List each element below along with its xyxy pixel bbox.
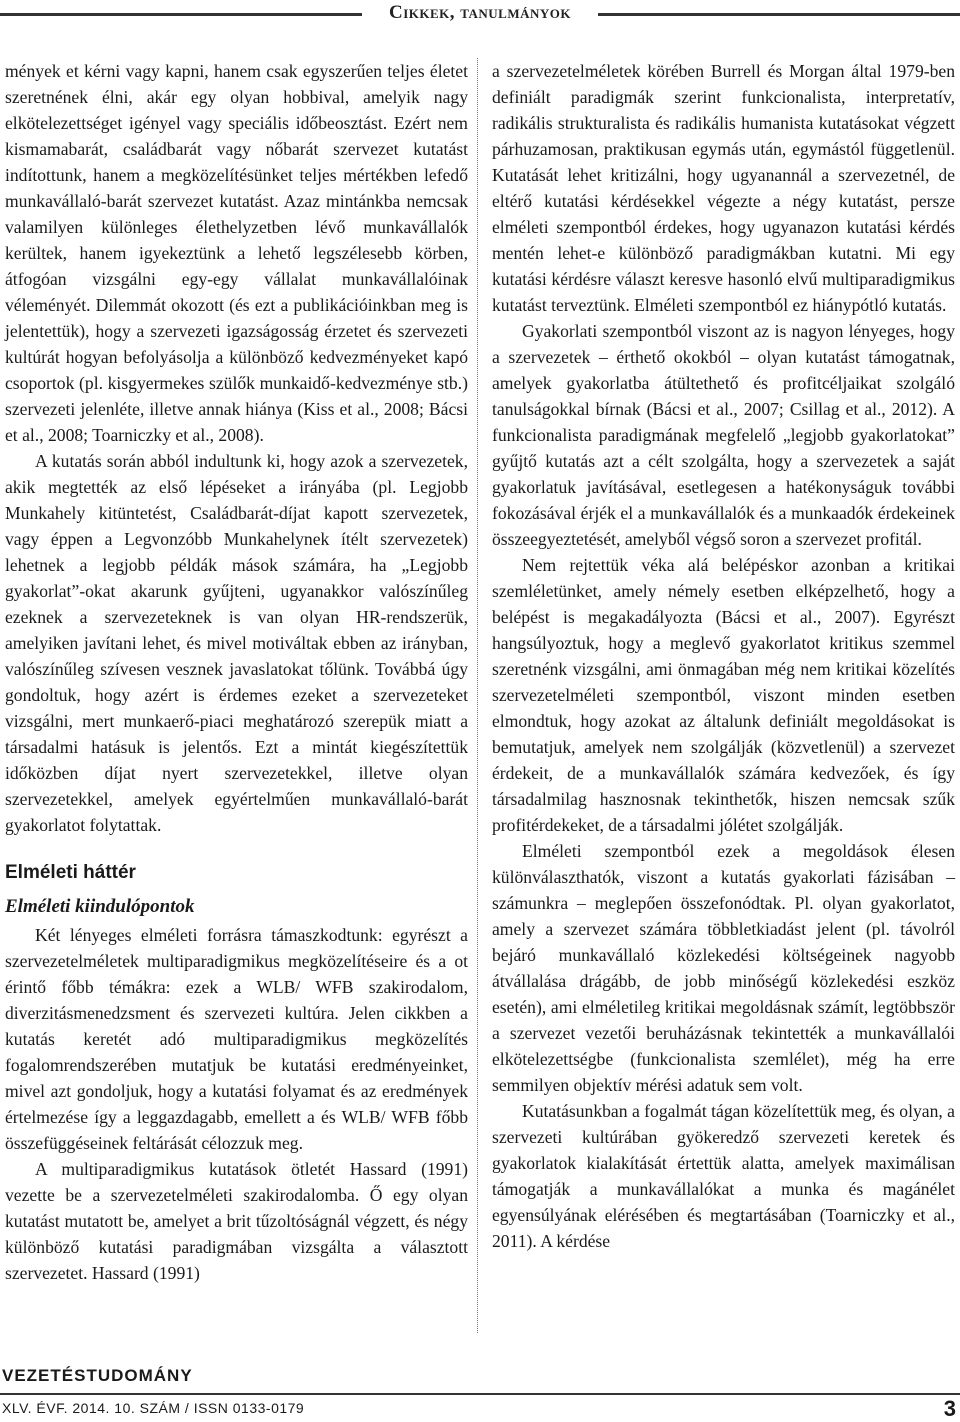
page-footer — [0, 1362, 960, 1422]
paragraph: Gyakorlati szempontból viszont az is nagyon lényeges, hogy a szervezetek – érthető okokból – olyan kutatást támogatnak, amelyek gyakorlatba átültethető és profitcéljaikat szolgáló tanulságokkal bírnak (Bácsi et al., 2007; Csillag et al., 2012). A funkcionalista paradigmának megfelelő „legjobb gyakorlatokat” gyűjtő kutatás azt a célt szolgálta, hogy a szervezetek a saját gyakorlatuk javításával, esetlegesen a hatékonyságuk további fokozásával érjék el a munkavállalók és a munkaadók érdekeinek összeegyeztetését, amelyből végső soron a szervezet profitál. — [492, 321, 955, 549]
paragraph: A kutatás során abból indultunk ki, hogy azok a szervezetek, akik megtették az első lépéseket a irányába (pl. Legjobb Munkahely kitüntetést, Családbarát-díjat kapott szervezetek, vagy éppen a Legvonzóbb Munkahelynek ítélt szervezetek) lehetnek a legjobb példák mások számára, ha „Legjobb gyakorlat”-okat akarunk gyűjteni, ugyanakkor valószínűleg ezeknek a szervezeteknek is van olyan HR-rendszerük, amelyiken javítani lehet, és mivel motiváltak ebben az irányban, valószínűleg szívesen vesznek javaslatokat tőlünk. Továbbá úgy gondoltuk, hogy azért is érdemes ezeket a szervezeteket vizsgálni, mert munkaerő-piaci meghatározó szerepük miatt a társadalmi hatásuk is jelentős. Ezt a mintát kiegészítettük időközben díjat nyert szervezetekkel, illetve olyan szervezetekkel, amelyek egyértelműen munkavállaló-barát gyakorlatot folytattak. — [5, 451, 468, 835]
paragraph: Kutatásunkban a fogalmát tágan közelítettük meg, és olyan, a szervezeti kultúrában gyökeredző szervezeti keretek és gyakorlatok kialakítását értettük alatta, amelyek maximálisan támogatják a munkavállalókat a munka és magánélet egyensúlyának elérésében és megtartásában (Toarniczky et al., 2011). A kérdése — [492, 1101, 955, 1251]
column-divider — [477, 58, 478, 1333]
journal-title: VEZETÉSTUDOMÁNY — [2, 1366, 193, 1385]
running-header — [0, 0, 960, 30]
paragraph: mények et kérni vagy kapni, hanem csak egyszerűen teljes életet szeretnének élni, akár egy olyan hobbival, amelyik nagy elkötelezettséget igényel vagy speciális időbeosztást. Ezért nem kismamabarát, családbarát vagy nőbarát szervezet kutatást indítottunk, hanem a megközelítésünket teljes mértékben lefedő munkavállaló-barát szervezet kutatást. Azaz mintánkba nemcsak valamilyen különleges élethelyzetben lévő munkavállalók kerültek, hanem igyekeztünk a lehető legszélesebb körben, átfogóan vizsgálni egy-egy vállalat munkavállalóinak véleményét. Dilemmát okozott (és ezt a publikációinkban meg is jelentettük), hogy a szervezeti igazságosság érzetet és szervezeti kultúrát hogyan befolyásolja a különböző kedvezményeket kapó csoportok (pl. kisgyermekes szülők munkaidő-kedvezménye stb.) szervezeti jelenléte, illetve annak hiánya (Kiss et al., 2008; Bácsi et al., 2008; Toarniczky et al., 2008). — [5, 61, 468, 445]
left-column — [5, 58, 468, 1286]
paragraph: a szervezetelméletek körében Burrell és Morgan által 1979-ben definiált paradigmák szerint funkcionalista, interpretatív, radikális strukturalista és radikális humanista kutatásokat végzett párhuzamosan, praktikusan egymás után, egymástól függetlenül. Kutatását lehet kritizálni, hogy ugyanannál a szervezetnél, de eltérő kutatási kérdésekkel végezte a négy kutatást, persze elméleti szempontból érdekes, hogy ugyanazon kutatási kérdés mentén lehet-e különböző paradigmákban kutatni. Mi egy kutatási kérdésre választ keresve hasonló elvű multiparadigmikus kutatást terveztünk. Elméleti szempontból ez hiánypótló kutatás. — [492, 61, 955, 315]
header-rule-left — [0, 13, 362, 16]
page-number: 3 — [943, 1396, 956, 1421]
paragraph: A multiparadigmikus kutatások ötletét Hassard (1991) vezette be a szervezetelméleti szakirodalomba. Ő egy olyan kutatást mutatott be, amelyet a brit tűzoltóságnál végzett, és négy különböző kutatási paradigmában vizsgálta a választott szervezetet. Hassard (1991) — [5, 1159, 468, 1283]
right-column — [492, 58, 955, 1254]
issue-info: XLV. ÉVF. 2014. 10. SZÁM / ISSN 0133-0179 — [2, 1400, 305, 1416]
header-rule-right — [598, 13, 960, 16]
footer-rule — [0, 1393, 960, 1395]
paragraph: Elméleti szempontból ezek a megoldások élesen különválaszthatók, viszont a kutatás gyakorlati fázisában – számunkra – meglepően összefonódtak. Pl. olyan gyakorlatot, amely a szervezet számára többletkiadást jelent (pl. távolról bejáró munkavállaló közlekedési költségeinek nagyobb átvállalása drágább, de jobb minőségű közlekedési eszköz esetén), ami elméletileg kritikai megoldásnak számít, legtöbbször a szervezet vezetői beruházásnak tekintették a munkavállalói elkötelezettségbe (funkcionalista szemlélet), még ha erre semmilyen objektív mérési adatuk sem volt. — [492, 841, 955, 1095]
paragraph: Nem rejtettük véka alá belépéskor azonban a kritikai szemléletünket, amely némely esetben elképzelhető, hogy a belépést is megakadályozta (Bácsi et al., 2007). Egyrészt hangsúlyoztuk, hogy a meglevő gyakorlatot kritikus szemmel szeretnénk vizsgálni, ami önmagában még nem kritikai közelítés szervezetelméleti szempontból, viszont minden esetben elmondtuk, hogy azokat az általunk definiált megoldásokat is bemutatjuk, amelyek nem szolgálják (közvetlenül) a szervezet érdekeit, de a munkavállalók számára kedvezőek, és így társadalmilag hasznosnak tekinthetők, hiszen nemcsak szűk profitérdekeket, de a társadalmi jólétet szolgálják. — [492, 555, 955, 835]
section-header-title: Cikkek, tanulmányok — [389, 2, 571, 23]
section-heading: Elméleti háttér — [5, 862, 136, 883]
subsection-heading: Elméleti kiindulópontok — [5, 896, 195, 917]
paragraph: Két lényeges elméleti forrásra támaszkodtunk: egyrészt a szervezetelméletek multiparadigmikus megközelítéseire és a ot érintő főbb témákra: ezek a WLB/ WFB szakirodalom, diverzitásmenedzsment és szervezeti kultúra. Jelen cikkben a kutatás keretét adó multiparadigmikus megközelítés fogalomrendszerében mutatjuk be kutatási eredményeinket, mivel azt gondoljuk, hogy a kutatási folyamat és az eredmények értelmezése így a leggazdagabb, emellett a és WLB/ WFB főbb összefüggéseinek feltárását célozzuk meg. — [5, 925, 468, 1153]
